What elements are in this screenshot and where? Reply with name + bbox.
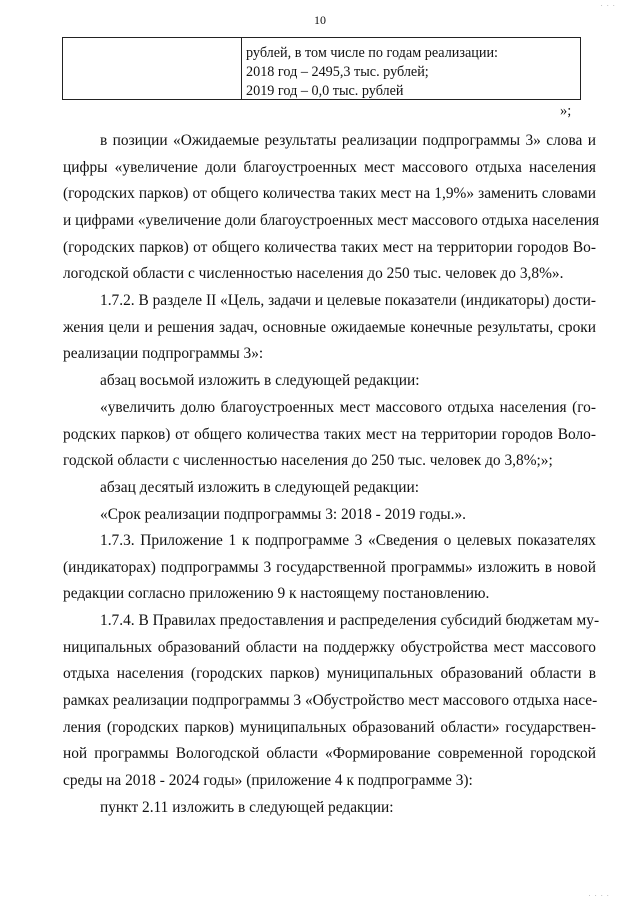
paragraph-punkt-2-11 <box>63 795 596 822</box>
table-column-divider <box>241 38 242 99</box>
text-line: и цифрами «увеличение доли благоустроенных мест массового отдыха населения <box>63 212 600 230</box>
table-closing-quote: »; <box>560 103 572 119</box>
text-line: ления (городских парков) муниципальных образований области» государствен- <box>63 718 596 736</box>
text-line: (индикаторах) подпрограммы 3 государственной программы» изложить в новой <box>63 558 596 576</box>
text-line: рамках реализации подпрограммы 3 «Обустройство мест массового отдыха насе- <box>63 692 598 710</box>
paragraph-abzac-8 <box>63 368 596 395</box>
text-line: редакции согласно приложению 9 к настоящему постановлению. <box>63 585 490 603</box>
text-line: 1.7.2. В разделе II «Цель, задачи и целевые показатели (индикаторы) дости- <box>100 292 597 309</box>
text-line: пункт 2.11 изложить в следующей редакции: <box>100 799 394 816</box>
continuation-table <box>62 37 581 100</box>
paragraph-1-7-3 <box>63 528 596 608</box>
paragraph-abzac-10 <box>63 475 596 502</box>
paragraph-1-7-4 <box>63 608 600 795</box>
text-line: цифры «увеличение доли благоустроенных мест массового отдыха населения <box>63 158 596 176</box>
page-number: 10 <box>314 13 326 27</box>
text-line: логодской области с численностью населения до 250 тыс. человек до 3,8%». <box>63 265 564 283</box>
text-line: «Срок реализации подпрограммы 3: 2018 - 2019 годы.». <box>100 506 466 523</box>
text-line: ной программы Вологодской области «Формирование современной городской <box>63 745 596 763</box>
paragraph-term <box>63 502 596 529</box>
text-line: ниципальных образований области на поддержку обустройства мест массового <box>63 638 596 656</box>
text-line: 1.7.3. Приложение 1 к подпрограмме 3 «Сведения о целевых показателях <box>100 532 596 549</box>
paragraph-new-wording-1 <box>63 395 596 475</box>
text-line: в позиции «Ожидаемые результаты реализации подпрограммы 3» слова и <box>100 132 596 149</box>
text-line: (городских парков) от общего количества таких мест на территории городов Во- <box>63 238 596 256</box>
table-cell-line: 2019 год – 0,0 тыс. рублей <box>246 83 404 99</box>
table-cell-line: 2018 год – 2495,3 тыс. рублей; <box>246 64 429 80</box>
text-line: жения цели и решения задач, основные ожидаемые конечные результаты, сроки <box>63 318 596 336</box>
text-line: реализации подпрограммы 3»: <box>63 345 264 363</box>
text-line: годской области с численностью населения до 250 тыс. человек до 3,8%;»; <box>63 452 553 470</box>
text-line: родских парков) от общего количества таких мест на территории городов Воло- <box>63 425 596 443</box>
scan-artifact-top: · · · <box>600 2 616 10</box>
paragraph-1-7-2 <box>63 288 596 368</box>
paragraph-amendment-results <box>63 128 600 288</box>
text-line: 1.7.4. В Правилах предоставления и распределения субсидий бюджетам му- <box>100 612 600 629</box>
text-line: абзац десятый изложить в следующей редакции: <box>100 479 420 496</box>
text-line: отдыха населения (городских парков) муниципальных образований области в <box>63 665 596 683</box>
text-line: среды на 2018 - 2024 годы» (приложение 4 к подпрограмме 3): <box>63 772 473 790</box>
text-line: абзац восьмой изложить в следующей редакции: <box>100 372 420 389</box>
text-line: (городских парков) от общего количества таких мест на 1,9%» заменить словами <box>63 185 596 203</box>
table-cell-line: рублей, в том числе по годам реализации: <box>246 45 498 61</box>
text-line: «увеличить долю благоустроенных мест массового отдыха населения (го- <box>100 399 596 416</box>
table-right-cell <box>246 44 576 101</box>
scan-artifact-bottom: · · · · <box>588 892 610 900</box>
